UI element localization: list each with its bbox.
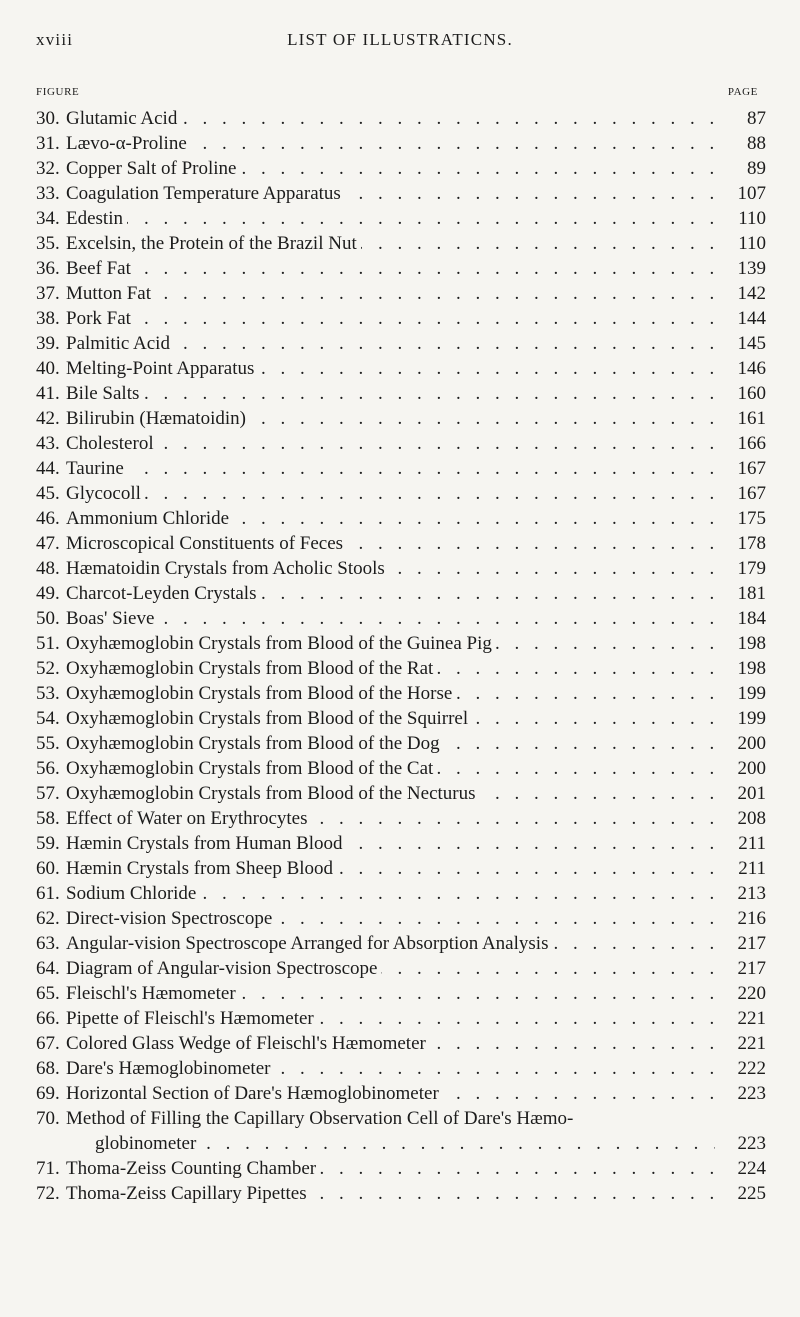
list-item	[36, 281, 766, 306]
page-reference: 161	[737, 408, 766, 429]
list-item	[36, 1081, 766, 1106]
list-item	[36, 431, 766, 456]
page-reference: 179	[737, 558, 766, 579]
page-reference: 198	[737, 658, 766, 679]
dot-leader	[66, 356, 726, 381]
figure-title: Direct-vision Spectroscope	[66, 908, 276, 929]
dot-leader	[66, 331, 726, 356]
page-reference: 222	[737, 1058, 766, 1079]
figure-title: Oxyhæmoglobin Crystals from Blood of the Dog	[66, 733, 444, 754]
list-item	[36, 956, 766, 981]
list-item	[36, 1106, 766, 1156]
figure-number: 48.	[36, 558, 60, 579]
dot-leader	[66, 506, 726, 531]
page-reference: 110	[738, 208, 766, 229]
dot-leader	[66, 706, 726, 731]
figure-number: 44.	[36, 458, 60, 479]
figure-number: 51.	[36, 633, 60, 654]
list-item	[36, 606, 766, 631]
figure-number: 41.	[36, 383, 60, 404]
figure-title: Thoma-Zeiss Capillary Pipettes	[66, 1183, 311, 1204]
figure-title-continuation	[95, 1131, 715, 1156]
list-item	[36, 1156, 766, 1181]
page-reference: 160	[737, 383, 766, 404]
figure-number: 61.	[36, 883, 60, 904]
dot-leader	[66, 231, 726, 256]
figure-number: 34.	[36, 208, 60, 229]
figure-number: 52.	[36, 658, 60, 679]
figure-number: 31.	[36, 133, 60, 154]
figure-number: 38.	[36, 308, 60, 329]
page-number: xviii	[36, 30, 74, 49]
figure-number: 53.	[36, 683, 60, 704]
figure-number: 47.	[36, 533, 60, 554]
dot-leader	[66, 881, 726, 906]
list-item	[36, 356, 766, 381]
list-item	[36, 806, 766, 831]
dot-leader	[66, 1181, 726, 1206]
figure-number: 72.	[36, 1183, 60, 1204]
dot-leader	[66, 906, 726, 931]
list-item	[36, 406, 766, 431]
figure-title-continuation-text: globinometer	[95, 1133, 197, 1154]
dot-leader	[66, 656, 726, 681]
list-item	[36, 331, 766, 356]
page-reference: 223	[737, 1133, 766, 1154]
figure-number: 45.	[36, 483, 60, 504]
figure-title: Oxyhæmoglobin Crystals from Blood of the Horse	[66, 683, 456, 704]
figure-number: 66.	[36, 1008, 60, 1029]
list-item	[36, 456, 766, 481]
list-item	[36, 706, 766, 731]
page-column-header: PAGE	[727, 86, 758, 98]
list-item	[36, 131, 766, 156]
illustration-list	[36, 106, 766, 1206]
figure-title: Beef Fat	[66, 258, 135, 279]
list-item	[36, 631, 766, 656]
dot-leader	[66, 781, 726, 806]
figure-title: Pipette of Fleischl's Hæmometer	[66, 1008, 318, 1029]
dot-leader	[66, 281, 726, 306]
dot-leader	[66, 856, 726, 881]
page-reference: 225	[737, 1183, 766, 1204]
page-reference: 217	[737, 958, 766, 979]
page-reference: 221	[737, 1033, 766, 1054]
page-reference: 211	[738, 858, 766, 879]
figure-title: Coagulation Temperature Apparatus	[66, 183, 345, 204]
dot-leader	[66, 181, 726, 206]
figure-number: 50.	[36, 608, 60, 629]
page-reference: 167	[737, 458, 766, 479]
figure-number: 55.	[36, 733, 60, 754]
dot-leader	[66, 606, 726, 631]
list-item	[36, 981, 766, 1006]
dot-leader	[66, 256, 726, 281]
page-reference: 200	[737, 733, 766, 754]
figure-title: Copper Salt of Proline	[66, 158, 240, 179]
figure-title: Oxyhæmoglobin Crystals from Blood of the Necturus	[66, 783, 480, 804]
list-item	[36, 381, 766, 406]
figure-title: Excelsin, the Protein of the Brazil Nut	[66, 233, 361, 254]
list-item	[36, 156, 766, 181]
figure-number: 70.	[36, 1108, 60, 1129]
figure-title: Ammonium Chloride	[66, 508, 233, 529]
page-reference: 166	[737, 433, 766, 454]
dot-leader	[66, 406, 726, 431]
figure-title: Oxyhæmoglobin Crystals from Blood of the Cat	[66, 758, 437, 779]
figure-title: Bile Salts	[66, 383, 143, 404]
dot-leader	[66, 556, 726, 581]
list-item	[36, 581, 766, 606]
list-item	[36, 781, 766, 806]
figure-title: Bilirubin (Hæmatoidin)	[66, 408, 250, 429]
page-reference: 224	[737, 1158, 766, 1179]
figure-number: 56.	[36, 758, 60, 779]
dot-leader	[66, 956, 726, 981]
figure-title: Charcot-Leyden Crystals	[66, 583, 260, 604]
dot-leader	[66, 581, 726, 606]
figure-title: Oxyhæmoglobin Crystals from Blood of the Guinea Pig	[66, 633, 496, 654]
figure-title: Palmitic Acid	[66, 333, 174, 354]
figure-number: 42.	[36, 408, 60, 429]
page-reference: 199	[737, 683, 766, 704]
list-item	[36, 656, 766, 681]
dot-leader	[66, 481, 726, 506]
list-item	[36, 106, 766, 131]
page-reference: 221	[737, 1008, 766, 1029]
list-item	[36, 181, 766, 206]
page-reference: 87	[747, 108, 766, 129]
figure-title: Lævo-α-Proline	[66, 133, 191, 154]
list-item	[36, 531, 766, 556]
dot-leader	[66, 306, 726, 331]
figure-number: 33.	[36, 183, 60, 204]
dot-leader	[66, 931, 726, 956]
page-reference: 208	[737, 808, 766, 829]
dot-leader	[66, 531, 726, 556]
page-title: LIST OF ILLUSTRATICNS.	[287, 30, 513, 49]
page-reference: 200	[737, 758, 766, 779]
figure-number: 71.	[36, 1158, 60, 1179]
figure-number: 64.	[36, 958, 60, 979]
page-reference: 217	[737, 933, 766, 954]
figure-title: Hæmin Crystals from Sheep Blood	[66, 858, 337, 879]
page-reference: 198	[737, 633, 766, 654]
list-item	[36, 506, 766, 531]
figure-number: 36.	[36, 258, 60, 279]
figure-number: 54.	[36, 708, 60, 729]
dot-leader	[66, 1081, 726, 1106]
figure-title: Fleischl's Hæmometer	[66, 983, 240, 1004]
list-item	[36, 906, 766, 931]
figure-title: Pork Fat	[66, 308, 135, 329]
column-headers	[36, 86, 764, 104]
dot-leader	[66, 381, 726, 406]
dot-leader	[66, 1056, 726, 1081]
page-reference: 142	[737, 283, 766, 304]
figure-number: 59.	[36, 833, 60, 854]
dot-leader	[66, 456, 726, 481]
figure-title: Edestin	[66, 208, 127, 229]
figure-number: 39.	[36, 333, 60, 354]
list-item	[36, 1006, 766, 1031]
list-item	[36, 856, 766, 881]
figure-title: Thoma-Zeiss Counting Chamber	[66, 1158, 320, 1179]
figure-title: Dare's Hæmoglobinometer	[66, 1058, 274, 1079]
page-reference: 89	[747, 158, 766, 179]
figure-title: Hæmatoidin Crystals from Acholic Stools	[66, 558, 389, 579]
dot-leader	[66, 431, 726, 456]
figure-number: 60.	[36, 858, 60, 879]
page-reference: 213	[737, 883, 766, 904]
list-item	[36, 1181, 766, 1206]
page-reference: 139	[737, 258, 766, 279]
page-reference: 220	[737, 983, 766, 1004]
figure-title: Oxyhæmoglobin Crystals from Blood of the Squirrel	[66, 708, 472, 729]
figure-title: Method of Filling the Capillary Observation Cell of Dare's Hæmo-	[66, 1108, 574, 1129]
list-item	[36, 1056, 766, 1081]
figure-title: Boas' Sieve	[66, 608, 158, 629]
dot-leader	[66, 206, 726, 231]
page-reference: 199	[737, 708, 766, 729]
list-item	[36, 731, 766, 756]
figure-title: Cholesterol	[66, 433, 158, 454]
figure-title: Mutton Fat	[66, 283, 155, 304]
list-item	[36, 206, 766, 231]
list-item	[36, 1031, 766, 1056]
dot-leader	[66, 1031, 726, 1056]
figure-number: 37.	[36, 283, 60, 304]
figure-number: 69.	[36, 1083, 60, 1104]
page-reference: 181	[737, 583, 766, 604]
figure-number: 32.	[36, 158, 60, 179]
dot-leader	[66, 831, 726, 856]
page-reference: 223	[737, 1083, 766, 1104]
dot-leader	[66, 631, 726, 656]
figure-number: 35.	[36, 233, 60, 254]
list-item	[36, 881, 766, 906]
page-reference: 146	[737, 358, 766, 379]
figure-title: Melting-Point Apparatus	[66, 358, 258, 379]
page-reference: 144	[737, 308, 766, 329]
dot-leader	[66, 106, 726, 131]
page-reference: 110	[738, 233, 766, 254]
dot-leader	[66, 981, 726, 1006]
list-item	[36, 256, 766, 281]
dot-leader	[66, 731, 726, 756]
figure-column-header: FIGURE	[36, 86, 80, 98]
page-reference: 88	[747, 133, 766, 154]
figure-number: 65.	[36, 983, 60, 1004]
page-reference: 211	[738, 833, 766, 854]
page-reference: 216	[737, 908, 766, 929]
figure-number: 49.	[36, 583, 60, 604]
dot-leader	[66, 1006, 726, 1031]
list-item	[36, 931, 766, 956]
figure-title: Taurine	[66, 458, 128, 479]
figure-number: 40.	[36, 358, 60, 379]
list-item	[36, 681, 766, 706]
list-item	[36, 756, 766, 781]
dot-leader	[66, 1156, 726, 1181]
page-reference: 145	[737, 333, 766, 354]
figure-number: 43.	[36, 433, 60, 454]
figure-number: 57.	[36, 783, 60, 804]
figure-number: 67.	[36, 1033, 60, 1054]
list-item	[36, 481, 766, 506]
figure-number: 68.	[36, 1058, 60, 1079]
figure-number: 58.	[36, 808, 60, 829]
running-head	[36, 30, 764, 54]
page-reference: 184	[737, 608, 766, 629]
figure-title: Glycocoll	[66, 483, 145, 504]
list-item	[36, 306, 766, 331]
page-reference: 175	[737, 508, 766, 529]
figure-title: Sodium Chloride	[66, 883, 200, 904]
page-reference: 167	[737, 483, 766, 504]
list-item	[36, 231, 766, 256]
dot-leader	[66, 131, 726, 156]
page-reference: 107	[737, 183, 766, 204]
figure-title: Diagram of Angular-vision Spectroscope	[66, 958, 381, 979]
figure-number: 62.	[36, 908, 60, 929]
page-reference: 201	[737, 783, 766, 804]
figure-title: Microscopical Constituents of Feces	[66, 533, 347, 554]
list-item	[36, 831, 766, 856]
page-reference: 178	[737, 533, 766, 554]
dot-leader	[66, 156, 726, 181]
dot-leader	[66, 806, 726, 831]
dot-leader	[66, 681, 726, 706]
figure-number: 30.	[36, 108, 60, 129]
figure-title: Oxyhæmoglobin Crystals from Blood of the Rat	[66, 658, 437, 679]
figure-title: Colored Glass Wedge of Fleischl's Hæmometer	[66, 1033, 430, 1054]
figure-title: Hæmin Crystals from Human Blood	[66, 833, 347, 854]
figure-number: 63.	[36, 933, 60, 954]
figure-number: 46.	[36, 508, 60, 529]
figure-title: Angular-vision Spectroscope Arranged for Absorption Analysis	[66, 933, 552, 954]
figure-title: Effect of Water on Erythrocytes	[66, 808, 312, 829]
figure-title: Horizontal Section of Dare's Hæmoglobinometer	[66, 1083, 443, 1104]
list-item	[36, 556, 766, 581]
figure-title: Glutamic Acid	[66, 108, 181, 129]
dot-leader	[66, 756, 726, 781]
